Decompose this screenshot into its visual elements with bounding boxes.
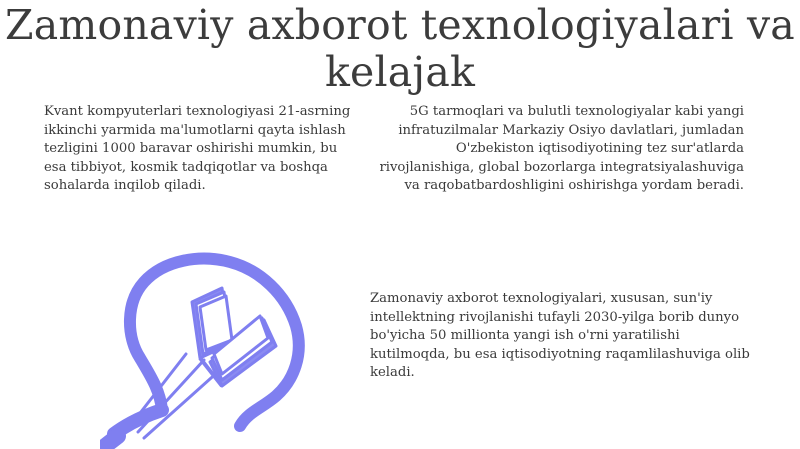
paragraph-ai: Zamonaviy axborot texnologiyalari, xususan, sun'iy intellektning rivojlanishi tufayli 2030-yilga borib dunyo bo'yicha 50 millionta yangi ish o'rni yaratilishi kutilmoqda, bu esa iqtisodiyotning raqamlilashuviga olib keladi. <box>370 291 750 381</box>
paragraph-quantum: Kvant kompyuterlari texnologiyasi 21-asrning ikkinchi yarmida ma'lumotlarni qayta ishlash tezligini 1000 baravar oshirishi mumkin, bu esa tibbiyot, kosmik tadqiqotlar va boshqa sohalarda inqilob qiladi. <box>44 104 351 194</box>
lightbulb-book-icon <box>100 250 310 449</box>
paragraph-5g: 5G tarmoqlari va bulutli texnologiyalar kabi yangi infratuzilmalar Markaziy Osiyo davlatlari, jumladan O'zbekiston iqtisodiyotining tez sur'atlarda rivojlanishiga, global bozorlarga integratsiyalashuviga va raqobatbardoshligini oshirishga yordam beradi. <box>379 104 744 194</box>
slide-title: Zamonaviy axborot texnologiyalari va kelajak <box>5 1 795 96</box>
